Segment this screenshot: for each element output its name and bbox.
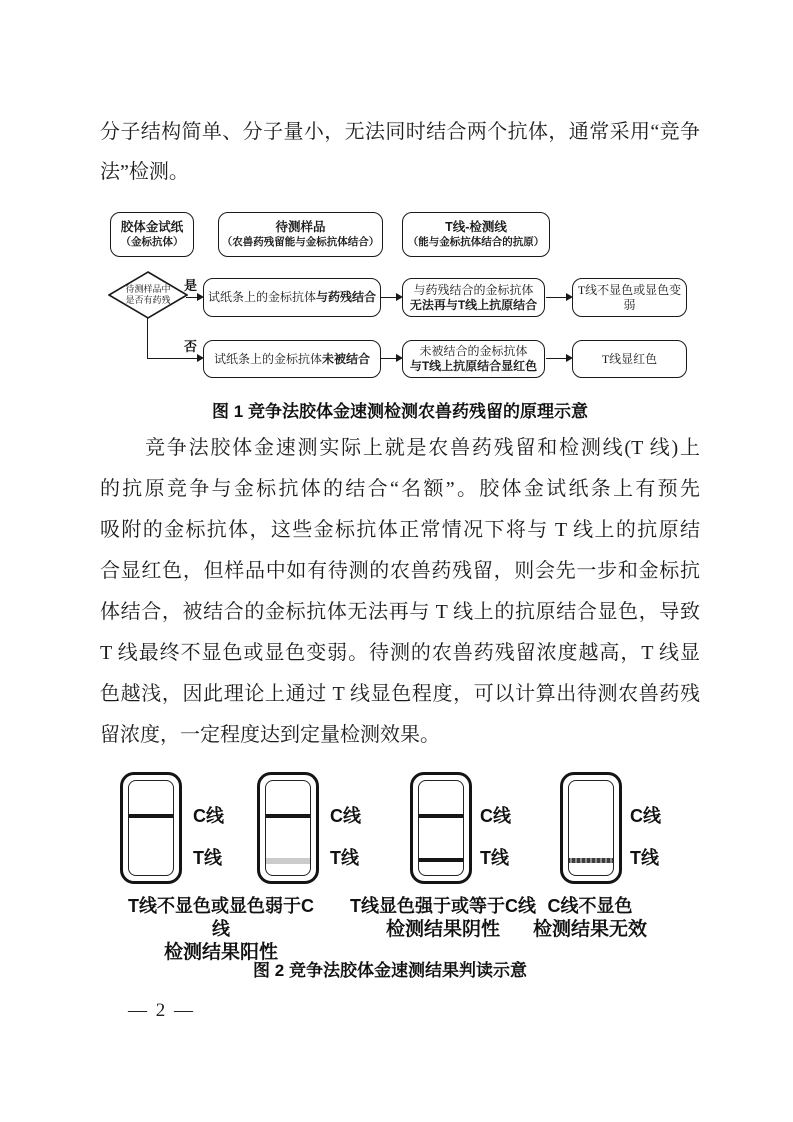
- result-invalid: [515, 895, 665, 942]
- result-condition: T线显色强于或等于C线: [350, 896, 536, 916]
- flow-box-text: 未被结合的金标抗体: [419, 344, 528, 358]
- test-strip-positive-faint: [257, 772, 319, 884]
- no-branch-label: 否: [184, 339, 198, 354]
- flow-box-text-bold: 与药残结合: [316, 290, 377, 304]
- flow-box-cannot-bind-t: [402, 278, 545, 317]
- result-positive: [121, 895, 321, 965]
- flow-box-binds-t-red: [402, 340, 545, 378]
- c-line-label: C线: [330, 806, 361, 826]
- body-line: T 线最终不显色或显色变弱。待测的农兽药残留浓度越高，T 线显: [100, 642, 700, 664]
- result-verdict: 检测结果阳性: [163, 942, 278, 963]
- strip-window: [128, 780, 174, 876]
- body-line: 竞争法胶体金速测实际上就是农兽药残留和检测线(T 线)上: [145, 437, 700, 459]
- c-line: [265, 814, 311, 818]
- figure1-flowchart: [100, 205, 720, 385]
- arrow-row2-b: [546, 358, 571, 359]
- flow-box-text: 与药残结合的金标抗体: [413, 282, 534, 297]
- figure2-strips: [100, 765, 720, 963]
- result-negative: [343, 895, 543, 942]
- body-line: 色越浅，因此理论上通过 T 线显色程度，可以计算出待测农兽药残: [100, 683, 700, 705]
- result-verdict: 检测结果阴性: [385, 919, 500, 940]
- flow-box-text: T线-检测线: [445, 220, 507, 235]
- result-condition: T线不显色或显色弱于C线: [128, 896, 314, 939]
- arrow-no: [147, 358, 202, 359]
- page-number: — 2 —: [128, 1000, 195, 1021]
- arrow-row2-a: [381, 358, 401, 359]
- flow-box-text-bold: 无法再与T线上抗原结合: [409, 297, 538, 312]
- intro-paragraph: [100, 112, 700, 192]
- yes-branch-label: 是: [184, 278, 198, 293]
- flow-box-t-line: [402, 212, 550, 257]
- flow-box-t-red: [572, 340, 687, 378]
- c-line-label: C线: [630, 806, 661, 826]
- decision-diamond: [108, 271, 188, 319]
- test-strip-invalid: [560, 772, 622, 884]
- result-condition: C线不显色: [547, 896, 633, 916]
- result-verdict: 检测结果无效: [532, 919, 647, 940]
- connector-down: [147, 318, 148, 359]
- body-line: 体结合，被结合的金标抗体无法再与 T 线上的抗原结合显色，导致: [100, 601, 700, 623]
- c-line-label: C线: [480, 806, 511, 826]
- flow-box-text: 试纸条上的金标抗体: [213, 351, 322, 366]
- flow-box-sample: [218, 212, 383, 257]
- t-line: [568, 858, 614, 863]
- t-line-label: T线: [480, 848, 509, 868]
- strip-window: [265, 780, 311, 876]
- strip-window: [568, 780, 614, 876]
- flow-box-text: （金标抗体）: [120, 235, 184, 248]
- flow-box-text: 胶体金试纸: [120, 220, 184, 235]
- flow-box-text: （农兽药残留能与金标抗体结合）: [221, 235, 380, 248]
- c-line-label: C线: [193, 806, 224, 826]
- flow-box-not-bound: [203, 340, 381, 378]
- diamond-text: [108, 271, 188, 319]
- flow-box-text: T线显红色: [601, 351, 658, 366]
- flow-box-text: 试纸条上的金标抗体: [207, 290, 316, 304]
- body-line: 留浓度，一定程度达到定量检测效果。: [100, 724, 440, 746]
- strip-window: [418, 780, 464, 876]
- flow-box-text: 待测样品: [275, 220, 326, 235]
- body-paragraph: [100, 428, 700, 756]
- test-strip-negative: [410, 772, 472, 884]
- flow-box-text: T线不显色或显色变弱: [577, 282, 682, 312]
- arrow-row1-b: [546, 297, 571, 298]
- flow-box-bound-to-residue: [203, 278, 381, 317]
- t-line: [265, 858, 311, 864]
- t-line-label: T线: [330, 848, 359, 868]
- arrow-row1-a: [381, 297, 401, 298]
- intro-line: 分子结构简单、分子量小，无法同时结合两个抗体，通常采用“竞争: [100, 121, 700, 143]
- figure2-caption: 图 2 竞争法胶体金速测结果判读示意: [253, 961, 527, 980]
- c-line: [128, 814, 174, 818]
- t-line-label: T线: [630, 848, 659, 868]
- diamond-line: 是否有药残: [125, 295, 171, 305]
- flow-box-text-bold: 与T线上抗原结合显红色: [409, 359, 538, 373]
- arrow-yes: [186, 297, 202, 298]
- t-line-label: T线: [193, 848, 222, 868]
- flow-box-text-bold: 未被结合: [322, 351, 371, 366]
- c-line: [418, 814, 464, 818]
- intro-line: 法”检测。: [100, 161, 189, 183]
- flow-box-t-weak: [572, 278, 687, 317]
- body-line: 合显红色，但样品中如有待测的农兽药残留，则会先一步和金标抗: [100, 560, 700, 582]
- diamond-line: 待测样品中: [125, 284, 171, 294]
- body-line: 吸附的金标抗体，这些金标抗体正常情况下将与 T 线上的抗原结: [100, 519, 700, 541]
- body-line: 的抗原竞争与金标抗体的结合“名额”。胶体金试纸条上有预先: [100, 478, 700, 500]
- t-line: [418, 858, 464, 862]
- flow-box-text: （能与金标抗体结合的抗原）: [407, 235, 545, 248]
- flow-box-gold-strip: [110, 212, 194, 257]
- test-strip-positive-blank: [120, 772, 182, 884]
- figure1-caption: 图 1 竞争法胶体金速测检测农兽药残留的原理示意: [212, 402, 588, 421]
